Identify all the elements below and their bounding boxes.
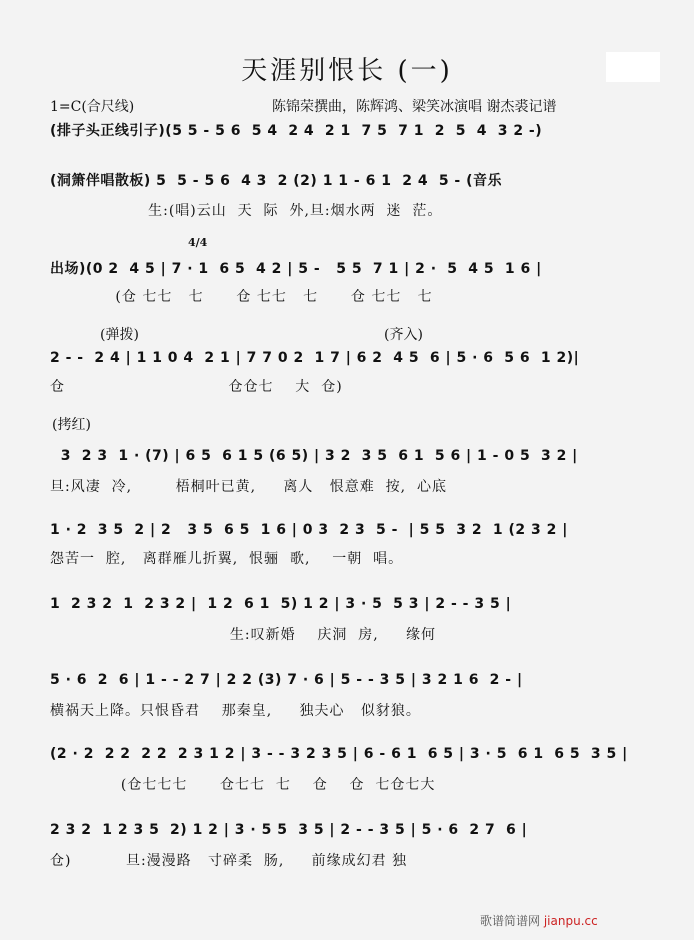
lyric-row: 旦:风凄 冷, 梧桐叶已黄, 离人 恨意难 按, 心底 [50, 479, 447, 495]
lyric-row: (仓 七七 七 仓 七七 七 仓 七七 七 [50, 289, 433, 305]
lyric-row: 生:(唱)云山 天 际 外,旦:烟水两 迷 茫。 [50, 203, 443, 219]
notation-row: 出场)(0 2 4 5 | 7 · 1 6 5 4 2 | 5 - 5 5 7 1 | 2 · 5 4 5 1 6 | [50, 261, 542, 277]
credits: 陈锦荣撰曲，陈辉鸿、梁笑冰演唱 谢杰裘记谱 [272, 99, 557, 115]
notation-row: 2 3 2 1 2 3 5 2) 1 2 | 3 · 5 5 3 5 | 2 - - 3 5 | 5 · 6 2 7 6 | [50, 822, 528, 838]
lyric-row: 仓 仓仓七 大 仓) [50, 379, 343, 395]
lyric-row: 生:叹新婚 庆洞 房, 缘何 [50, 627, 436, 643]
notation-row: 3 2 3 1 · (7) | 6 5 6 1 5 (6 5) | 3 2 3 5 6 1 5 6 | 1 - 0 5 3 2 | [50, 448, 578, 464]
notation-row: (排子头正线引子)(5 5 - 5 6 5 4 2 4 2 1 7 5 7 1 2 5 4 3 2 -) [50, 123, 543, 139]
section-label-kaohong: (拷红) [52, 417, 91, 433]
watermark [480, 912, 598, 929]
lyric-row: 仓) 旦:漫漫路 寸碎柔 肠, 前缘成幻君 独 [50, 853, 408, 869]
section-label-qiru: (齐入) [384, 327, 423, 343]
section-label-tanbo: (弹拨) [100, 327, 139, 343]
notation-row: (2 · 2 2 2 2 2 2 3 1 2 | 3 - - 3 2 3 5 | 6 - 6 1 6 5 | 3 · 5 6 1 6 5 3 5 | [50, 746, 628, 762]
lyric-row: 横祸天上降。只恨昏君 那秦皇, 独夫心 似豺狼。 [50, 703, 421, 719]
watermark-url: jianpu.cc [543, 914, 598, 928]
time-signature: 4/4 [188, 236, 208, 249]
notation-row: 1 2 3 2 1 2 3 2 | 1 2 6 1 5) 1 2 | 3 · 5 5 3 | 2 - - 3 5 | [50, 596, 512, 612]
lyric-row: (仓七七七 仓七七 七 仓 仓 七仓七大 [50, 777, 436, 793]
key-signature: 1=C(合尺线) [50, 99, 135, 115]
notation-row: 2 - - 2 4 | 1 1 0 4 2 1 | 7 7 0 2 1 7 | 6 2 4 5 6 | 5 · 6 5 6 1 2)| [50, 350, 580, 366]
notation-row: 5 · 6 2 6 | 1 - - 2 7 | 2 2 (3) 7 · 6 | 5 - - 3 5 | 3 2 1 6 2 - | [50, 672, 523, 688]
lyric-row: 怨苦一 腔, 离群雁儿折翼, 恨骊 歌, 一朝 唱。 [50, 551, 404, 567]
notation-row: (洞箫伴唱散板) 5 5 - 5 6 4 3 2 (2) 1 1 - 6 1 2 4 5 - (音乐 [50, 173, 503, 189]
page-title: 天涯别恨长 (一) [241, 56, 453, 86]
notation-row: 1 · 2 3 5 2 | 2 3 5 6 5 1 6 | 0 3 2 3 5 - | 5 5 3 2 1 (2 3 2 | [50, 522, 568, 538]
watermark-site: 歌谱简谱网 [480, 914, 541, 928]
